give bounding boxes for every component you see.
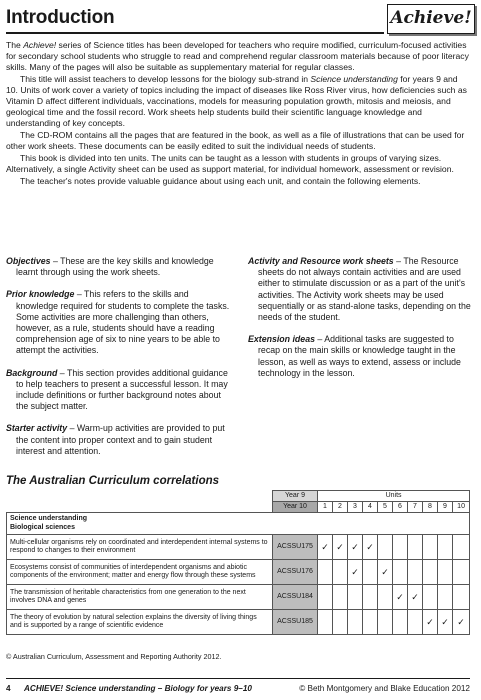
empty-unit-cell [378,585,393,610]
empty-unit-cell [423,560,438,585]
prior-knowledge-text: – This refers to the skills and knowledge required for students to complete the tasks. Some activities are more challenging than others, however, as a rule, students should have a reading comprehension age of six to nine years to be able to attempt the activities. [16,289,230,356]
unit-number-header: 3 [348,502,363,513]
intro-paragraph-4: This book is divided into ten units. The units can be taught as a lesson with students in groups of varying sizes. Alternatively, a single Activity sheet can be used as support material, for individual homework, assessment or revision. [6,153,454,174]
strand-subtitle: Biological sciences [10,523,75,531]
curriculum-copyright: © Australian Curriculum, Assessment and Reporting Authority 2012. [6,652,222,661]
table-row [7,560,470,585]
unit-number-header: 1 [318,502,333,513]
checkmark-icon: ✓ [408,585,423,610]
empty-unit-cell [363,610,378,635]
outcome-description: Ecosystems consist of communities of interdependent organisms and abiotic components of the environment; matter and energy flow through these systems [7,560,273,585]
starter-activity-entry [6,423,232,457]
objectives-term: Objectives [6,256,51,266]
curriculum-table [6,490,470,635]
empty-unit-cell [378,535,393,560]
extension-ideas-entry [248,334,474,379]
objectives-text: – These are the key skills and knowledge learnt through using the work sheets. [16,256,214,278]
empty-unit-cell [408,535,423,560]
outcome-code: ACSSU176 [273,560,318,585]
intro-p1-brand: Achieve! [23,40,57,50]
empty-unit-cell [453,560,470,585]
page-footer [6,682,470,696]
outcome-code: ACSSU185 [273,610,318,635]
header-blank-cell [7,491,273,502]
checkmark-icon: ✓ [453,610,470,635]
empty-unit-cell [318,585,333,610]
empty-unit-cell [438,560,453,585]
checkmark-icon: ✓ [363,535,378,560]
footer-copyright: © Beth Montgomery and Blake Education 2012 [299,684,470,693]
table-row [7,585,470,610]
outcome-description: The transmission of heritable characteristics from one generation to the next involves DNA and genes [7,585,273,610]
title-underline [6,32,384,34]
empty-unit-cell [393,610,408,635]
activity-resource-entry [248,256,474,323]
prior-knowledge-entry [6,289,232,356]
prior-knowledge-term: Prior knowledge [6,289,75,300]
intro-p2-post: for years 9 and 10. Units of work cover a variety of topics including the impact of diseases like Ross River virus, how deficiencies such as Vitamin D affect different individuals, vaccinations, models for measuring population growth, mitosis and meiosis, and geological time and the fossil record. Work sheets help students build their scientific language knowledge and understanding of key concepts. [6,74,467,128]
empty-unit-cell [393,535,408,560]
empty-unit-cell [453,585,470,610]
table-row [7,535,470,560]
empty-unit-cell [378,610,393,635]
activity-resource-term: Activity and Resource work sheets [248,256,394,266]
intro-text [6,40,470,188]
background-text: – This section provides additional guidance to help teachers to present a successful lesson. It may include definitions or further background notes about the subject matter. [16,367,228,412]
empty-unit-cell [408,610,423,635]
empty-unit-cell [333,585,348,610]
empty-unit-cell [363,585,378,610]
objectives-entry [6,256,232,278]
activity-resource-text: – The Resource sheets do not always contain activities and are used either to stimulate discussion or as a part of the unit's activities. The Activity work sheets may be used sequentially or as stand-alone tasks, depending on the needs of the student. [258,256,471,323]
header-blank-cell [7,502,273,513]
outcome-description: The theory of evolution by natural selection explains the diversity of living things and is supported by a range of scientific evidence [7,610,273,635]
checkmark-icon: ✓ [423,610,438,635]
checkmark-icon: ✓ [378,560,393,585]
checkmark-icon: ✓ [318,535,333,560]
unit-number-header: 7 [408,502,423,513]
unit-number-header: 2 [333,502,348,513]
strand-row [7,513,470,535]
unit-number-header: 8 [423,502,438,513]
empty-unit-cell [318,610,333,635]
footer-divider [6,678,470,679]
empty-unit-cell [333,560,348,585]
checkmark-icon: ✓ [348,535,363,560]
extension-ideas-term: Extension ideas [248,334,315,345]
checkmark-icon: ✓ [348,560,363,585]
page-header [6,4,473,38]
empty-unit-cell [438,585,453,610]
unit-number-header: 4 [363,502,378,513]
empty-unit-cell [363,560,378,585]
table-header-row-2 [7,502,470,513]
page-title: Introduction [6,7,115,28]
checkmark-icon: ✓ [333,535,348,560]
unit-number-header: 9 [438,502,453,513]
intro-paragraph-3: The CD-ROM contains all the pages that are featured in the book, as well as a file of illustrations that can be used for other work sheets. These documents can be easily edited to suit the individual needs of students. [6,130,465,151]
strand-row-filler [273,513,470,535]
background-term: Background [6,367,58,378]
achieve-logo: Achieve! [387,4,475,34]
elements-right-column [248,256,474,390]
footer-series-title: ACHIEVE! Science understanding – Biology for years 9–10 [24,684,252,693]
starter-activity-term: Starter activity [6,423,68,434]
year10-header: Year 10 [273,502,318,513]
units-header: Units [318,491,470,502]
intro-paragraph-1 [6,40,470,73]
table-row [7,610,470,635]
empty-unit-cell [393,560,408,585]
unit-number-header: 6 [393,502,408,513]
intro-p1-post: series of Science titles has been developed for teachers who require modified, curriculum-focused activities for secondary school students who struggle to read and comprehend regular classroom materials because of poor literacy skills. Many of the pages will also be suitable as supplementary material for regular classes. [6,40,469,72]
intro-p2-pre: This title will assist teachers to develop lessons for the biology sub-strand in [20,74,311,84]
strand-title: Science understanding [10,515,88,523]
table-header-row-1 [7,491,470,502]
empty-unit-cell [423,585,438,610]
empty-unit-cell [318,560,333,585]
outcome-code: ACSSU175 [273,535,318,560]
empty-unit-cell [438,535,453,560]
strand-label-cell [7,513,273,535]
elements-left-column [6,256,232,468]
checkmark-icon: ✓ [393,585,408,610]
outcome-description: Multi-cellular organisms rely on coordinated and interdependent internal systems to respond to changes to their environment [7,535,273,560]
unit-number-header: 10 [453,502,470,513]
empty-unit-cell [333,610,348,635]
curriculum-table-body [7,491,470,635]
intro-paragraph-5: The teacher's notes provide valuable guidance about using each unit, and contain the following elements. [20,176,421,186]
intro-p2-emphasis: Science understanding [310,74,398,84]
extension-ideas-text: – Additional tasks are suggested to recap on the main skills or knowledge taught in the lesson, as well as ways to extend, assess or include technology in the lesson. [258,334,461,378]
outcome-code: ACSSU184 [273,585,318,610]
year9-header: Year 9 [273,491,318,502]
page-number: 4 [6,684,11,693]
empty-unit-cell [348,610,363,635]
empty-unit-cell [348,585,363,610]
checkmark-icon: ✓ [438,610,453,635]
intro-p1-pre: The [6,40,24,50]
empty-unit-cell [408,560,423,585]
empty-unit-cell [423,535,438,560]
background-entry [6,368,232,413]
unit-number-header: 5 [378,502,393,513]
empty-unit-cell [453,535,470,560]
starter-activity-text: – Warm-up activities are provided to put the content into proper context and to gain student interest and attention. [16,423,225,456]
intro-paragraph-2 [6,74,470,129]
curriculum-heading: The Australian Curriculum correlations [6,475,220,487]
